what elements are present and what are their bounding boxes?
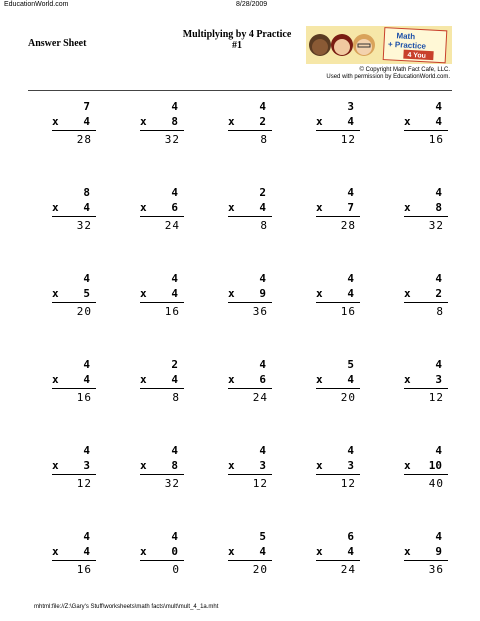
problem-bottom-number: 3 (435, 373, 442, 386)
problem (198, 358, 286, 444)
multiply-sign: x (140, 459, 147, 472)
multiply-sign: x (228, 373, 235, 386)
problem-bottom-number: 9 (259, 287, 266, 300)
multiply-sign: x (316, 459, 323, 472)
problem (198, 186, 286, 272)
logo-word-practice: + Practice (387, 39, 427, 51)
problem-top-number: 4 (171, 100, 178, 113)
answer-line (140, 560, 184, 561)
problem-answer: 20 (252, 563, 268, 576)
problem (374, 444, 462, 530)
problem (198, 272, 286, 358)
problem-bottom-number: 7 (347, 201, 354, 214)
problem-top-number: 4 (171, 444, 178, 457)
problem (286, 100, 374, 186)
problem-answer: 28 (340, 219, 356, 232)
problem (22, 272, 110, 358)
answer-line (140, 474, 184, 475)
problem (110, 444, 198, 530)
worksheet-title-line1: Multiplying by 4 Practice (182, 29, 292, 40)
multiply-sign: x (404, 545, 411, 558)
problem (374, 100, 462, 186)
problem-top-number: 4 (171, 186, 178, 199)
answer-line (228, 388, 272, 389)
answer-line (228, 130, 272, 131)
problem-bottom-number: 0 (171, 545, 178, 558)
answer-line (140, 130, 184, 131)
problem-bottom-number: 9 (435, 545, 442, 558)
problem-answer: 32 (164, 133, 180, 146)
problem-row (22, 444, 462, 530)
multiply-sign: x (316, 201, 323, 214)
answer-sheet-label: Answer Sheet (28, 38, 87, 49)
problem-top-number: 5 (259, 530, 266, 543)
problem-row (22, 358, 462, 444)
problem (374, 358, 462, 444)
answer-line (52, 388, 96, 389)
logo-word-4you: 4 You (407, 51, 427, 60)
answer-line (52, 302, 96, 303)
copyright-line2: Used with permission by EducationWorld.com. (326, 74, 450, 80)
problem (110, 186, 198, 272)
problem-bottom-number: 3 (259, 459, 266, 472)
header-divider (28, 90, 452, 91)
problem-top-number: 4 (171, 530, 178, 543)
problem-answer: 36 (252, 305, 268, 318)
problem-top-number: 4 (259, 272, 266, 285)
problem-top-number: 4 (435, 272, 442, 285)
problem-bottom-number: 4 (347, 373, 354, 386)
problem (22, 444, 110, 530)
problem-answer: 12 (76, 477, 92, 490)
problem-answer: 16 (340, 305, 356, 318)
problem-top-number: 8 (83, 186, 90, 199)
answer-line (404, 474, 448, 475)
problem-top-number: 4 (347, 186, 354, 199)
answer-line (404, 130, 448, 131)
problem-answer: 12 (340, 477, 356, 490)
problem-bottom-number: 8 (171, 115, 178, 128)
problem-bottom-number: 8 (171, 459, 178, 472)
problem-bottom-number: 4 (171, 373, 178, 386)
problem-bottom-number: 4 (259, 545, 266, 558)
logo-card (383, 28, 447, 63)
problem (374, 272, 462, 358)
answer-line (228, 216, 272, 217)
problem-bottom-number: 4 (83, 201, 90, 214)
problem-answer: 12 (252, 477, 268, 490)
problem-top-number: 4 (171, 272, 178, 285)
problem-bottom-number: 4 (435, 115, 442, 128)
problem-bottom-number: 4 (347, 545, 354, 558)
problem-top-number: 4 (83, 272, 90, 285)
problem (286, 272, 374, 358)
answer-line (316, 474, 360, 475)
problem-top-number: 4 (259, 358, 266, 371)
problem (286, 186, 374, 272)
problem-answer: 16 (164, 305, 180, 318)
problem (374, 530, 462, 616)
problem-bottom-number: 6 (259, 373, 266, 386)
problem-top-number: 5 (347, 358, 354, 371)
multiply-sign: x (316, 545, 323, 558)
multiply-sign: x (404, 373, 411, 386)
problem-answer: 16 (76, 391, 92, 404)
answer-line (316, 302, 360, 303)
problem-top-number: 4 (347, 444, 354, 457)
problem (22, 186, 110, 272)
problem-answer: 8 (260, 219, 268, 232)
answer-line (404, 216, 448, 217)
answer-line (316, 388, 360, 389)
problem-bottom-number: 4 (347, 115, 354, 128)
kid-faces-illustration (309, 34, 375, 56)
logo-word-math: Math (396, 31, 416, 42)
problem-bottom-number: 2 (435, 287, 442, 300)
problem-top-number: 4 (435, 358, 442, 371)
multiply-sign: x (52, 115, 59, 128)
problem-bottom-number: 8 (435, 201, 442, 214)
problem-top-number: 4 (259, 100, 266, 113)
problem-row (22, 272, 462, 358)
problems-grid (22, 100, 462, 616)
answer-line (52, 130, 96, 131)
problem-answer: 8 (436, 305, 444, 318)
problem-top-number: 4 (83, 530, 90, 543)
multiply-sign: x (404, 115, 411, 128)
math-practice-logo (306, 26, 452, 64)
problem-bottom-number: 5 (83, 287, 90, 300)
problem-bottom-number: 10 (428, 459, 442, 472)
multiply-sign: x (228, 201, 235, 214)
problem (110, 358, 198, 444)
problem (286, 358, 374, 444)
problem-answer: 20 (76, 305, 92, 318)
problem (110, 272, 198, 358)
problem-answer: 8 (172, 391, 180, 404)
problem-answer: 12 (340, 133, 356, 146)
problem-top-number: 4 (435, 100, 442, 113)
multiply-sign: x (404, 201, 411, 214)
answer-line (228, 302, 272, 303)
answer-line (228, 560, 272, 561)
problem-answer: 0 (172, 563, 180, 576)
problem-bottom-number: 4 (259, 201, 266, 214)
multiply-sign: x (52, 373, 59, 386)
problem-top-number: 4 (259, 444, 266, 457)
multiply-sign: x (52, 201, 59, 214)
worksheet-title-line2: #1 (232, 40, 242, 51)
answer-line (316, 216, 360, 217)
answer-line (52, 216, 96, 217)
problem (374, 186, 462, 272)
problem-top-number: 2 (171, 358, 178, 371)
problem-answer: 24 (340, 563, 356, 576)
answer-line (140, 302, 184, 303)
problem-top-number: 4 (83, 444, 90, 457)
problem (198, 100, 286, 186)
answer-line (404, 560, 448, 561)
problem-answer: 16 (428, 133, 444, 146)
problem-answer: 40 (428, 477, 444, 490)
problem-top-number: 6 (347, 530, 354, 543)
problem (22, 358, 110, 444)
problem-top-number: 3 (347, 100, 354, 113)
multiply-sign: x (316, 287, 323, 300)
multiply-sign: x (52, 287, 59, 300)
problem-bottom-number: 3 (83, 459, 90, 472)
worksheet-title (172, 29, 302, 51)
answer-line (52, 474, 96, 475)
problem (198, 444, 286, 530)
multiply-sign: x (228, 115, 235, 128)
multiply-sign: x (404, 287, 411, 300)
problem (286, 530, 374, 616)
problem-top-number: 2 (259, 186, 266, 199)
file-path-footer: mhtml:file://Z:\Gary's Stuff\worksheets\math facts\mult\mult_4_1a.mht (34, 604, 219, 610)
answer-line (228, 474, 272, 475)
problem (110, 100, 198, 186)
problem-answer: 32 (76, 219, 92, 232)
multiply-sign: x (140, 287, 147, 300)
problem-top-number: 4 (347, 272, 354, 285)
problem-top-number: 4 (83, 358, 90, 371)
problem-answer: 12 (428, 391, 444, 404)
problem-answer: 36 (428, 563, 444, 576)
problem-top-number: 7 (83, 100, 90, 113)
answer-line (404, 388, 448, 389)
problem-bottom-number: 2 (259, 115, 266, 128)
multiply-sign: x (140, 545, 147, 558)
problem-answer: 24 (164, 219, 180, 232)
problem-bottom-number: 6 (171, 201, 178, 214)
multiply-sign: x (228, 459, 235, 472)
problem-answer: 32 (428, 219, 444, 232)
problem-bottom-number: 4 (171, 287, 178, 300)
multiply-sign: x (228, 545, 235, 558)
multiply-sign: x (140, 201, 147, 214)
multiply-sign: x (52, 545, 59, 558)
copyright-notice (326, 67, 450, 81)
problem-top-number: 4 (435, 530, 442, 543)
problem-answer: 24 (252, 391, 268, 404)
problem-row (22, 100, 462, 186)
problem-bottom-number: 4 (347, 287, 354, 300)
multiply-sign: x (140, 373, 147, 386)
problem-answer: 20 (340, 391, 356, 404)
answer-line (140, 216, 184, 217)
problem-bottom-number: 4 (83, 373, 90, 386)
problem-bottom-number: 3 (347, 459, 354, 472)
copyright-line1: © Copyright Math Fact Cafe, LLC. (359, 67, 450, 73)
problem-top-number: 4 (435, 186, 442, 199)
problem-bottom-number: 4 (83, 115, 90, 128)
multiply-sign: x (316, 373, 323, 386)
answer-line (404, 302, 448, 303)
problem-bottom-number: 4 (83, 545, 90, 558)
problem-row (22, 186, 462, 272)
multiply-sign: x (404, 459, 411, 472)
multiply-sign: x (52, 459, 59, 472)
multiply-sign: x (316, 115, 323, 128)
problem-answer: 16 (76, 563, 92, 576)
answer-line (140, 388, 184, 389)
answer-line (52, 560, 96, 561)
problem-top-number: 4 (435, 444, 442, 457)
answer-line (316, 560, 360, 561)
multiply-sign: x (228, 287, 235, 300)
problem-answer: 32 (164, 477, 180, 490)
problem (286, 444, 374, 530)
answer-line (316, 130, 360, 131)
multiply-sign: x (140, 115, 147, 128)
problem-answer: 28 (76, 133, 92, 146)
site-name: EducationWorld.com (4, 1, 69, 8)
problem-answer: 8 (260, 133, 268, 146)
print-date: 8/28/2009 (236, 1, 268, 8)
problem (22, 100, 110, 186)
